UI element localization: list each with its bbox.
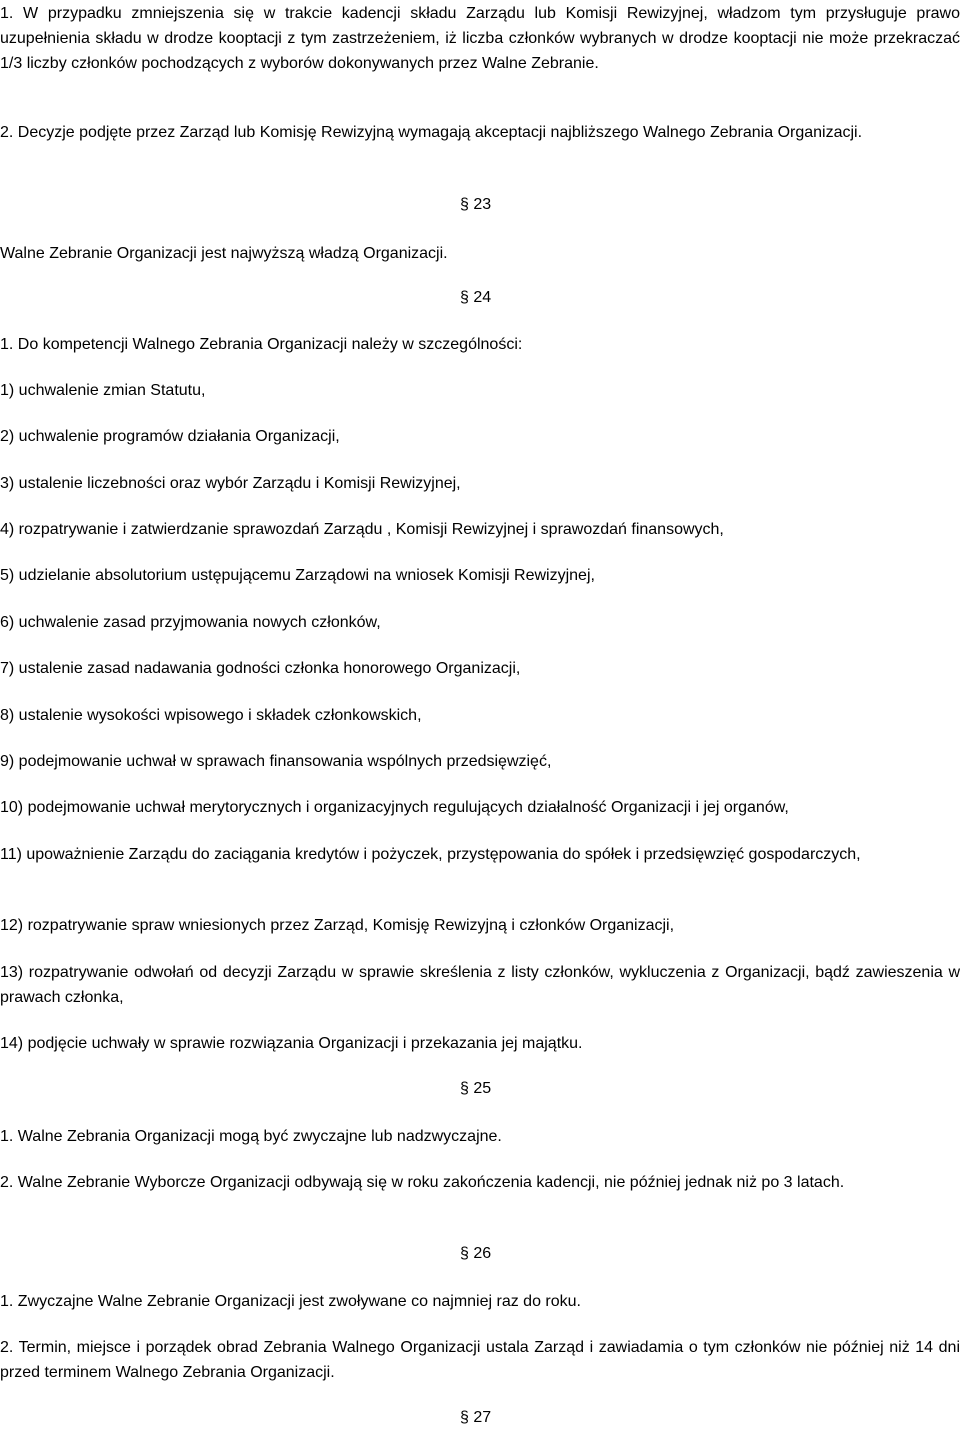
paragraph-decyzje: 2. Decyzje podjęte przez Zarząd lub Komisję Rewizyjną wymagają akceptacji najbliższego Walnego Zebrania Organizacji.: [0, 124, 863, 141]
list-item: 4) rozpatrywanie i zatwierdzanie sprawozdań Zarządu , Komisji Rewizyjnej i sprawozdań finansowych,: [0, 521, 724, 538]
paragraph-s25-p1: 1. Walne Zebrania Organizacji mogą być zwyczajne lub nadzwyczajne.: [0, 1128, 502, 1145]
section-heading-25: § 25: [460, 1080, 492, 1097]
list-item: 7) ustalenie zasad nadawania godności członka honorowego Organizacji,: [0, 660, 521, 677]
paragraph-s23-text: Walne Zebranie Organizacji jest najwyższą władzą Organizacji.: [0, 245, 448, 262]
list-item: 8) ustalenie wysokości wpisowego i składek członkowskich,: [0, 707, 422, 724]
list-item: 2) uchwalenie programów działania Organizacji,: [0, 428, 340, 445]
list-item: 13) rozpatrywanie odwołań od decyzji Zarządu w sprawie skreślenia z listy członków, wykluczenia z Organizacji, bądź zawieszenia w prawach członka,: [0, 964, 960, 1006]
paragraph-s25-p2: 2. Walne Zebranie Wyborcze Organizacji odbywają się w roku zakończenia kadencji, nie później jednak niż po 3 latach.: [0, 1174, 845, 1191]
section-heading-27: § 27: [460, 1409, 492, 1426]
list-item: 3) ustalenie liczebności oraz wybór Zarządu i Komisji Rewizyjnej,: [0, 475, 461, 492]
section-heading-24: § 24: [460, 289, 492, 306]
list-item: 10) podejmowanie uchwał merytorycznych i organizacyjnych regulujących działalność Organizacji i jej organów,: [0, 799, 789, 816]
paragraph-s26-p1: 1. Zwyczajne Walne Zebranie Organizacji jest zwoływane co najmniej raz do roku.: [0, 1293, 581, 1310]
paragraph-s24-intro: 1. Do kompetencji Walnego Zebrania Organizacji należy w szczególności:: [0, 336, 523, 353]
list-item: 6) uchwalenie zasad przyjmowania nowych członków,: [0, 614, 381, 631]
list-item: 9) podejmowanie uchwał w sprawach finansowania wspólnych przedsięwzięć,: [0, 753, 552, 770]
list-item: 5) udzielanie absolutorium ustępującemu Zarządowi na wniosek Komisji Rewizyjnej,: [0, 567, 595, 584]
list-item: 14) podjęcie uchwały w sprawie rozwiązania Organizacji i przekazania jej majątku.: [0, 1035, 583, 1052]
section-heading-23: § 23: [460, 196, 492, 213]
paragraph-kooptacja: 1. W przypadku zmniejszenia się w trakcie kadencji składu Zarządu lub Komisji Rewizyjnej, władzom tym przysługuje prawo uzupełnienia składu w drodze kooptacji z tym zastrzeżeniem, iż liczba członków wybranych w drodze kooptacji nie może przekraczać 1/3 liczby członków pochodzących z wyborów dokonywanych przez Walne Zebranie.: [0, 5, 960, 72]
list-item: 1) uchwalenie zmian Statutu,: [0, 382, 206, 399]
paragraph-s26-p2: 2. Termin, miejsce i porządek obrad Zebrania Walnego Organizacji ustala Zarząd i zawiadamia o tym członków nie później niż 14 dni przed terminem Walnego Zebrania Organizacji.: [0, 1339, 960, 1381]
list-item: 12) rozpatrywanie spraw wniesionych przez Zarząd, Komisję Rewizyjną i członków Organizacji,: [0, 917, 675, 934]
list-item: 11) upoważnienie Zarządu do zaciągania kredytów i pożyczek, przystępowania do spółek i przedsięwzięć gospodarczych,: [0, 846, 861, 863]
section-heading-26: § 26: [460, 1245, 492, 1262]
